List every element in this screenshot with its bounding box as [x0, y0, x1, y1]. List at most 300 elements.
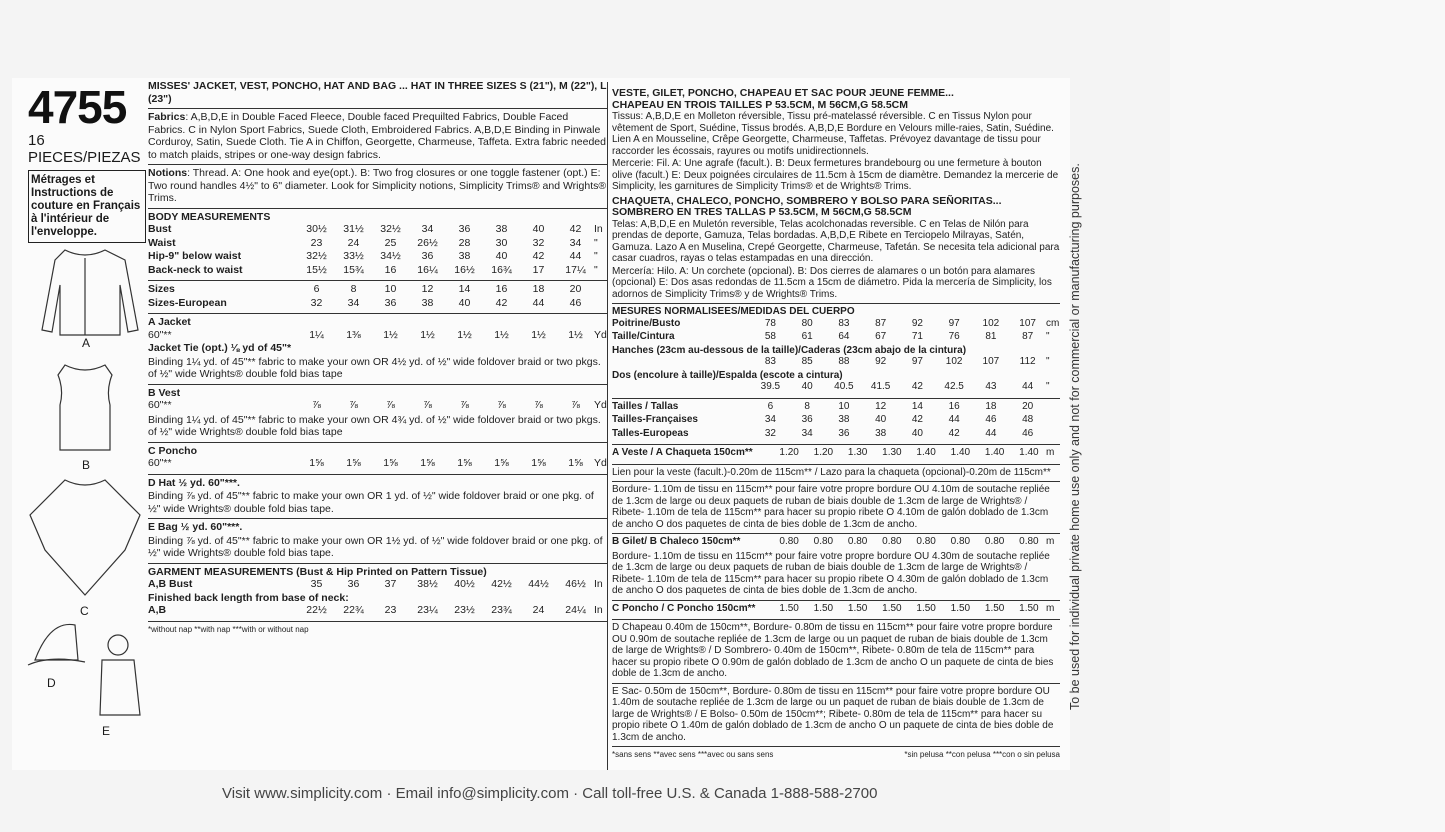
cell: 39.5 [760, 381, 781, 392]
cell: 1.40 [1019, 447, 1039, 458]
french-hat-sizes: CHAPEAU EN TROIS TAILLES P 53.5CM, M 56CM,G 58.5CM [612, 98, 908, 111]
hat-title: D Hat ½ yd. 60"***. [148, 476, 240, 489]
cell: 6 [313, 283, 320, 295]
row-values [298, 457, 594, 470]
cell: 33½ [343, 250, 364, 262]
cell: 38 [495, 223, 508, 235]
tissus-text: Tissus: A,B,D,E en Molleton réversible, Tissu pré-matelassé réversible. C en Tissus Nylon pour vêtement de Sport, Suédine, Tissus brodés. A,B,D,E Bordure en Velours mille-raies, Satin, Suédine. Lien A en Mousseline, Crêpe Georgette, Charmeuse, Taffetas. Prévoyez davantage de tissu pour raccorder les écossais, rayures ou motifs unidirectionnels. [612, 111, 1054, 157]
cell: 6 [767, 400, 774, 412]
row-values [752, 401, 1046, 413]
row-values [298, 223, 594, 236]
cell: 23 [384, 604, 397, 616]
vest-title: B Vest [148, 386, 181, 399]
divider [148, 164, 608, 165]
cell: 1⅝ [383, 457, 398, 469]
divider [612, 398, 1060, 399]
cell: 80 [801, 317, 813, 329]
english-title: MISSES' JACKET, VEST, PONCHO, HAT AND BAG ... HAT IN THREE SIZES S (21"), M (22"), L (23") [148, 80, 607, 105]
unit: m [1046, 602, 1055, 614]
cell: 87 [1022, 331, 1034, 342]
french-note: Métrages et Instructions de couture en Français à l'intérieur de l'enveloppe. [28, 170, 146, 243]
cell: 71 [911, 331, 923, 342]
cell: 1½ [494, 328, 509, 341]
unit: " [1046, 381, 1050, 392]
garment-back-row [148, 604, 608, 618]
measure-row [612, 603, 1060, 617]
jacket-binding: Binding 1¼ yd. of 45"** fabric to make your own OR 4½ yd. of ½" wide foldover braid or two pkgs. of ½" wide Wrights® double fold bias tape [148, 355, 601, 380]
contact-footer: Visit www.simplicity.com · Email info@simplicity.com · Call toll-free U.S. & Canada 1-888-588-2700 [222, 785, 878, 802]
veste-yardage-row [612, 447, 1060, 461]
unit: In [594, 578, 603, 590]
row-values [772, 536, 1046, 548]
cell: 36 [384, 296, 397, 309]
divider [612, 444, 1060, 445]
divider [148, 442, 608, 443]
usage-notice: To be used for individual private home use only and not for commercial or manufacturing purposes. [1068, 163, 1082, 710]
measure-row [612, 356, 1060, 370]
veste-bordure: Bordure- 1.10m de tissu en 115cm** pour faire votre propre bordure OU 4.10m de soutache repliée de 1.3cm de large ou deux paquets de ruban de biais double de 1.3cm de large de Wrights® / Ribete- 1.10m de tela de 115cm** para hacer su propio ribete O 4.10m de galón doblado de 1.3cm de ancho O dos paquetes de cinta de bies doble de 1.3cm de ancho. [612, 484, 1050, 530]
divider [612, 533, 1060, 534]
poncho-title: C Poncho [148, 444, 197, 457]
cell: 1.50 [882, 602, 902, 614]
spanish-hat-sizes: SOMBRERO EN TRES TALLAS P 53.5CM, M 56CM,G 58.5CM [612, 206, 912, 218]
cell: 43 [985, 381, 997, 392]
divider [148, 208, 608, 209]
metric-measurements-title: MESURES NORMALISEES/MEDIDAS DEL CUERPO [612, 306, 855, 317]
cell: 38 [421, 296, 434, 309]
divider [612, 619, 1060, 620]
cell: 107 [1019, 317, 1036, 329]
measure-row [612, 331, 1060, 345]
cell: 34 [347, 296, 360, 309]
row-label: Sizes-European [148, 296, 227, 309]
view-label-d: D [47, 676, 56, 690]
divider [148, 108, 608, 109]
unit: Yd [594, 328, 607, 341]
divider [148, 518, 608, 519]
cell: 44 [985, 427, 997, 439]
cell: 76 [948, 331, 960, 342]
cell: 1⅝ [531, 457, 546, 469]
row-label: Waist [148, 236, 176, 249]
cell: 1⅜ [346, 328, 361, 341]
cell: 16 [495, 283, 508, 295]
dos-label: Dos (encolure à taille)/Espalda (escote a cintura) [612, 369, 843, 381]
cell: 22½ [306, 604, 327, 616]
cell: 32 [310, 296, 323, 309]
row-label: Sizes [148, 283, 175, 295]
cell: 8 [804, 400, 810, 412]
jacket-sketch [42, 250, 138, 335]
divider [612, 303, 1060, 304]
cell: 30 [495, 236, 508, 249]
cell: 1½ [531, 328, 546, 341]
cell: 46½ [565, 578, 586, 590]
cell: 1.20 [779, 447, 799, 458]
garment-bust-row [148, 578, 608, 592]
cell: 12 [421, 283, 434, 295]
cell: 23 [310, 236, 323, 249]
measure-row [148, 237, 608, 251]
cell: 42 [911, 414, 923, 425]
row-values [298, 297, 594, 310]
pattern-header [28, 81, 148, 243]
sac-text: E Sac- 0.50m de 150cm**, Bordure- 0.80m de tissu en 115cm** pour faire votre propre bordure OU 1.40m de soutache repliée de 1.3cm de large ou un paquet de ruban de biais double de 1.3cm de large de Wrights® / E Bolso- 0.50m de 150cm**; Ribete- 0.80m de tela de 115cm** para hacer su propio ribete O 1.40m de galón doblado de 1.3cm de ancho O un paquete de cinta de bies doble de 1.3cm de ancho. [612, 685, 1054, 743]
cell: 1.30 [847, 447, 868, 458]
measure-row [148, 399, 608, 413]
cell: 16 [948, 400, 960, 412]
hanches-label: Hanches (23cm au-dessous de la taille)/Caderas (23cm abajo de la cintura) [612, 344, 967, 356]
cell: 36 [458, 223, 471, 235]
cell: 1⅝ [346, 457, 361, 469]
view-sketches [20, 240, 150, 750]
english-footnote: *without nap **with nap ***with or without nap [148, 624, 309, 634]
cell: ⅞ [534, 399, 543, 411]
cell: 1.50 [916, 602, 936, 614]
cell: 42 [495, 296, 508, 309]
gilet-yardage-row [612, 536, 1060, 550]
row-values [772, 603, 1046, 615]
cell: 92 [875, 356, 887, 367]
vest-yardage-row [148, 399, 608, 413]
cell: 46 [985, 414, 997, 425]
measure-row [148, 283, 608, 297]
bag-sketch [100, 635, 140, 715]
cell: 32½ [306, 250, 327, 262]
unit: Yd [594, 457, 607, 469]
tailles-table [612, 401, 1060, 442]
unit: In [594, 223, 603, 235]
measure-row [612, 318, 1060, 332]
row-values [752, 381, 1046, 393]
cell: 40 [911, 427, 923, 439]
cell: 1½ [383, 328, 398, 341]
divider [612, 746, 1060, 747]
row-label: 60"** [148, 457, 172, 469]
row-label: Hip-9" below waist [148, 250, 242, 262]
garment-measurements-title: GARMENT MEASUREMENTS (Bust & Hip Printed on Pattern Tissue) [148, 565, 487, 578]
cell: 83 [764, 356, 776, 367]
measure-row [148, 457, 608, 471]
cell: 1⅝ [309, 457, 324, 469]
merceria-text: Mercería: Hilo. A: Un corchete (opcional). B: Dos cierres de alamares o un botón para alamares (opcional) E: Dos asas redondas de 11.5cm a 15cm de diámetro. Pida la mercería de Simplicity, los adornos de Simplicity Trims® y de Wrights® Trims. [612, 265, 1052, 300]
cell: 1.20 [813, 447, 834, 458]
row-label: Taille/Cintura [612, 331, 675, 342]
cell: 23½ [454, 604, 475, 616]
cell: 38 [458, 250, 471, 262]
cell: 1.50 [1019, 602, 1039, 614]
cell: 58 [764, 331, 776, 342]
poncho-metric-row [612, 603, 1060, 617]
measure-row [612, 447, 1060, 461]
cell: 85 [801, 356, 813, 367]
cell: ⅞ [571, 399, 580, 411]
row-label: A Veste / A Chaqueta 150cm** [612, 447, 753, 458]
cell: 1⅝ [568, 457, 583, 469]
cell: 30½ [306, 223, 327, 235]
cell: 44 [948, 414, 960, 425]
row-values [752, 331, 1046, 343]
row-label: A,B [148, 604, 167, 616]
cell: 23¼ [417, 604, 438, 616]
row-label: A,B Bust [148, 578, 193, 590]
cell: 15¾ [343, 263, 364, 276]
cell: 12 [875, 400, 887, 412]
measure-row [148, 329, 608, 343]
measure-row [612, 536, 1060, 550]
cell: 0.80 [950, 536, 971, 547]
body-measurements-table [148, 223, 608, 277]
view-label-a: A [82, 336, 91, 350]
cell: 1⅝ [420, 457, 435, 469]
row-values [298, 578, 594, 591]
cell: 40 [875, 414, 887, 425]
english-column [148, 80, 608, 636]
divider [148, 280, 608, 281]
cell: 34 [569, 236, 582, 249]
cell: 42 [911, 381, 923, 392]
measure-row [612, 414, 1060, 428]
cell: 36 [347, 578, 360, 590]
cell: 0.80 [916, 536, 936, 547]
cell: 40 [532, 223, 545, 235]
row-values [298, 250, 594, 263]
measure-row [612, 428, 1060, 442]
unit: " [594, 250, 598, 262]
divider [148, 313, 608, 314]
cell: 1¼ [309, 328, 324, 341]
cell: 18 [532, 283, 545, 295]
cell: 81 [985, 331, 997, 342]
cell: 18 [985, 400, 997, 412]
cell: 0.80 [882, 536, 902, 547]
gilet-bordure: Bordure- 1.10m de tissu en 115cm** pour faire votre propre bordure OU 4.30m de soutache repliée de 1.3cm de large ou deux paquets de ruban de biais double de 1.3cm de large de Wrights® / Ribete- 1.10m de tela de 115cm** para hacer su propio ribete O 4.30m de galón doblado de 1.3cm de ancho O dos paquetes de cinta de bies doble de 1.3cm de ancho. [612, 550, 1050, 596]
cell: 17 [532, 263, 545, 276]
unit: " [1046, 356, 1050, 367]
envelope-flap [1170, 0, 1445, 832]
measure-row [148, 250, 608, 264]
cell: 46 [569, 296, 582, 309]
back-length-label: Finished back length from base of neck: [148, 591, 349, 604]
cell: 92 [911, 317, 923, 329]
row-label: B Gilet/ B Chaleco 150cm** [612, 536, 741, 547]
cell: 97 [911, 356, 923, 367]
dos-row [612, 381, 1060, 395]
cell: 38½ [417, 578, 438, 590]
cell: 83 [838, 317, 850, 329]
cell: 26½ [417, 236, 438, 249]
cell: 34 [764, 414, 776, 425]
row-label: Tailles-Françaises [612, 414, 698, 425]
poncho-yardage-row [148, 457, 608, 471]
measure-row [148, 297, 608, 311]
unit: " [594, 236, 598, 249]
french-spanish-column [612, 88, 1060, 761]
cell: 42 [569, 223, 582, 235]
measure-row [612, 401, 1060, 415]
cell: 34 [421, 223, 434, 235]
cell: ⅞ [497, 399, 506, 411]
cell: 17¼ [565, 263, 586, 276]
cell: 1.50 [779, 602, 799, 614]
row-values [298, 399, 594, 412]
cell: 40½ [454, 578, 475, 590]
cell: 1.40 [916, 447, 936, 458]
cell: 1½ [457, 328, 472, 341]
row-values [298, 264, 594, 277]
row-values [772, 447, 1046, 459]
cell: 42 [532, 250, 545, 262]
cell: 1.50 [847, 602, 868, 614]
cell: 48 [1022, 414, 1034, 425]
cell: 10 [384, 283, 397, 295]
row-values [298, 604, 594, 617]
cell: 24¼ [565, 604, 586, 616]
cell: 0.80 [847, 536, 868, 547]
cell: 20 [1022, 400, 1034, 412]
measure-row [148, 264, 608, 278]
cell: 34½ [380, 250, 401, 262]
cell: ⅞ [349, 399, 358, 411]
unit: m [1046, 447, 1055, 458]
telas-text: Telas: A,B,D,E en Muletón reversible, Telas acolchonadas reversible. C en Telas de Nilón para prendas de deporte, Gamuza, Telas bordadas. A,B,D,E Ribete en Terciopelo Milrayas, Satén, Gamuza. Lazo A en Muselina, Crepé Georgette, Charmeuse, Tafetán. Se necesita tela adicional para casar cuadros, rayas o telas estampadas en una dirección. [612, 218, 1060, 264]
cell: ⅞ [460, 399, 469, 411]
cell: 61 [801, 331, 813, 342]
measure-row [612, 381, 1060, 395]
vest-sketch [58, 365, 112, 450]
cell: 22¾ [343, 604, 364, 616]
cell: 36 [838, 427, 850, 439]
mercerie-text: Mercerie: Fil. A: Une agrafe (facult.). B: Deux fermetures brandebourg ou une fermeture à bouton olive (facult.) E: Deux poignées circulaires de 11.5cm à 15cm de diamètre. Demandez la mercerie de Simplicity, les garnitures de Simplicity Trims® et de Wrights® Trims. [612, 158, 1059, 192]
vest-binding: Binding 1¼ yd. of 45"** fabric to make your own OR 4¾ yd. of ½" wide foldover braid or two pkgs. of ½" wide Wrights® double fold bias tape [148, 413, 601, 438]
view-label-e: E [102, 724, 111, 738]
cell: 67 [875, 331, 887, 342]
cell: 24 [347, 236, 360, 249]
row-values [752, 428, 1046, 440]
jacket-title: A Jacket [148, 316, 191, 328]
cell: 41.5 [870, 381, 891, 392]
bag-title: E Bag ½ yd. 60"***. [148, 521, 243, 533]
cell: 40 [495, 250, 508, 262]
cell: 0.80 [1019, 536, 1039, 547]
cell: 1.40 [950, 447, 971, 458]
cell: 37 [384, 578, 397, 590]
cell: 16¾ [491, 263, 512, 276]
measure-row [148, 604, 608, 618]
unit: In [594, 604, 603, 616]
cell: ⅞ [386, 399, 395, 411]
cell: 102 [945, 356, 963, 367]
cell: 24 [532, 604, 545, 616]
cell: 97 [948, 317, 960, 329]
spanish-footnote: *sin pelusa **con pelusa ***con o sin pelusa [904, 750, 1060, 759]
row-values [752, 356, 1046, 368]
cell: 23¾ [491, 604, 512, 616]
cell: 107 [982, 356, 1000, 367]
lien-text: Lien pour la veste (facult.)-0.20m de 115cm** / Lazo para la chaqueta (opcional)-0.20m de 115cm** [612, 466, 1051, 478]
notions-text: Notions: Thread. A: One hook and eye(opt.). B: Two frog closures or one toggle fastener (opt.) E: Two round handles 4½" to 6" diameter. Look for Simplicity notions, Simplicity Trims® and Wrights® Trims. [148, 167, 607, 204]
cell: 15½ [306, 263, 327, 276]
bag-binding: Binding ⅞ yd. of 45"** fabric to make your own OR 1½ yd. of ½" wide foldover braid or one pkg. of ½" wide Wrights® double fold bias tape. [148, 534, 603, 559]
pattern-number: 4755 [28, 81, 127, 133]
spanish-title: CHAQUETA, CHALECO, PONCHO, SOMBRERO Y BOLSO PARA SEÑORITAS... [612, 194, 1002, 207]
divider [612, 600, 1060, 601]
row-label: Tailles / Tallas [612, 400, 679, 412]
unit: m [1046, 536, 1055, 547]
cell: 40 [801, 381, 813, 392]
cell: 42½ [491, 578, 512, 590]
row-label: Bust [148, 223, 172, 235]
cell: 40 [458, 296, 471, 309]
row-values [752, 318, 1046, 330]
jacket-yardage-row [148, 329, 608, 343]
divider [148, 474, 608, 475]
row-label: Talles-Europeas [612, 427, 689, 439]
chapeau-text: D Chapeau 0.40m de 150cm**, Bordure- 0.80m de tissu en 115cm** pour faire votre propre bordure OU 0.90m de soutache repliée de 1.3cm de large ou un paquet de ruban de biais double de 1.3cm de large de Wrights® / D Sombrero- 0.40m de 150cm**, Ribete- 0.80m de tela de 115cm** para hacer su propio ribete O 0.90m de galón doblado de 1.3cm de ancho O un paquete de cinta de bies doble de 1.3cm de ancho. [612, 622, 1054, 679]
cell: 35 [310, 578, 323, 590]
divider [612, 683, 1060, 684]
cell: 44 [1022, 381, 1034, 392]
cell: 42.5 [944, 381, 964, 392]
cell: 1½ [420, 328, 435, 341]
cell: 28 [458, 236, 471, 249]
row-values [298, 237, 594, 250]
cell: 44½ [528, 578, 549, 590]
cell: ⅞ [423, 399, 432, 411]
jacket-tie: Jacket Tie (opt.) ⅛ yd of 45"* [148, 342, 292, 354]
divider [148, 563, 608, 564]
cell: 112 [1019, 356, 1036, 367]
cell: 34 [801, 427, 813, 439]
row-values [298, 329, 594, 342]
cell: 8 [350, 283, 357, 295]
row-label: 60"** [148, 399, 172, 411]
cell: 36 [421, 250, 434, 262]
divider [148, 384, 608, 385]
cell: 16½ [454, 263, 475, 276]
cell: 1.50 [813, 602, 834, 614]
metric-footnotes [612, 749, 1060, 761]
cell: 42 [948, 427, 960, 439]
cell: 46 [1022, 427, 1034, 439]
cell: 64 [838, 331, 850, 342]
cell: 10 [838, 400, 850, 412]
divider [612, 464, 1060, 465]
cell: 1.40 [984, 447, 1005, 458]
cell: 20 [569, 283, 582, 295]
cell: 38 [875, 427, 887, 439]
cell: 1⅝ [494, 457, 509, 469]
cell: 14 [458, 283, 471, 295]
cell: 38 [838, 414, 850, 425]
cell: 44 [532, 296, 545, 309]
divider [148, 621, 608, 622]
hat-binding: Binding ⅞ yd. of 45"** fabric to make your own OR 1 yd. of ½" wide foldover braid or one pkg. of ½" wide Wrights® double fold bias tape. [148, 490, 594, 515]
divider [612, 481, 1060, 482]
cell: 0.80 [779, 536, 799, 547]
row-label: C Poncho / C Poncho 150cm** [612, 602, 756, 614]
cell: 40.5 [834, 381, 854, 392]
unit: cm [1046, 317, 1060, 329]
metric-measurements-table [612, 318, 1060, 345]
poncho-sketch [30, 480, 140, 595]
cell: ⅞ [312, 399, 321, 411]
cell: 14 [911, 400, 923, 412]
view-label-c: C [80, 604, 89, 618]
cell: 1½ [568, 328, 583, 341]
cell: 36 [801, 414, 813, 425]
cell: 1.50 [984, 602, 1005, 614]
